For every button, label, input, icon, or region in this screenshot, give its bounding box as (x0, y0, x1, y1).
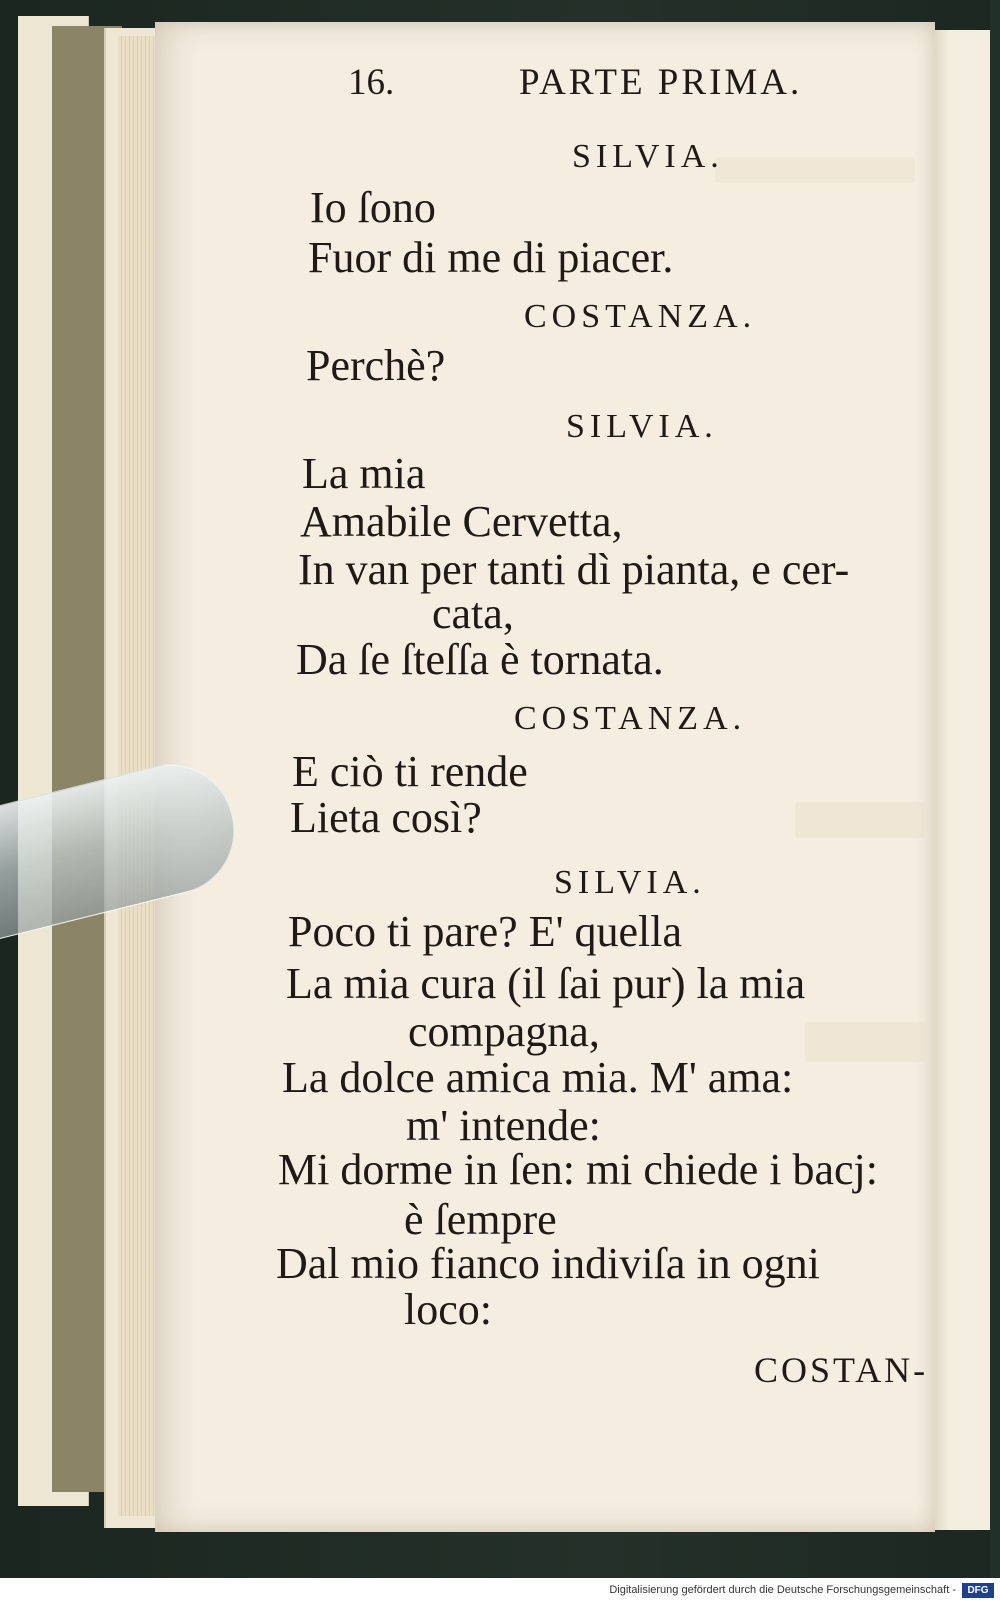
show-through (805, 1022, 925, 1062)
speaker-label: SILVIA. (566, 408, 718, 445)
speaker-label: SILVIA. (572, 138, 724, 175)
verse-line: Poco ti pare? E' quella (288, 907, 683, 956)
verse-line: La dolce amica mia. M' ama: (282, 1053, 794, 1102)
verse-line: cata, (432, 589, 514, 638)
verse-line: m' intende: (406, 1101, 601, 1150)
speaker-label: SILVIA. (554, 864, 706, 901)
verse-line: E ciò ti rende (292, 747, 528, 796)
verse-line: Io ſono (310, 183, 436, 232)
verse-line: Fuor di me di piacer. (308, 233, 674, 282)
verse-line: La mia cura (il ſai pur) la mia (286, 959, 806, 1008)
verse-line: loco: (404, 1285, 492, 1334)
verse-line: Amabile Cervetta, (300, 497, 623, 546)
footer-credit: Digitalisierung gefördert durch die Deutsche Forschungsgemeinschaft - (609, 1584, 956, 1596)
verse-line: In van per tanti dì pianta, e cer- (298, 545, 850, 594)
show-through (795, 802, 925, 838)
verse-line: è ſempre (404, 1195, 557, 1244)
dfg-logo: DFG (962, 1583, 994, 1598)
verse-line: Mi dorme in ſen: mi chiede i bacj: (278, 1145, 878, 1194)
page-number: 16. (348, 62, 395, 103)
catchword: COSTAN- (754, 1350, 929, 1390)
running-head: PARTE PRIMA. (519, 62, 803, 103)
verse-line: Dal mio fianco indiviſa in ogni (276, 1239, 820, 1288)
speaker-label: COSTANZA. (524, 298, 757, 335)
show-through (715, 157, 915, 183)
verse-line: Perchè? (306, 341, 446, 390)
verse-line: Da ſe ſteſſa è tornata. (296, 635, 664, 684)
footer-bar (0, 1578, 1000, 1604)
speaker-label: COSTANZA. (514, 700, 747, 737)
verse-line: Lieta così? (290, 793, 482, 842)
verse-line: La mia (302, 449, 426, 498)
dark-margin (990, 0, 1000, 1604)
verse-line: compagna, (408, 1007, 600, 1056)
